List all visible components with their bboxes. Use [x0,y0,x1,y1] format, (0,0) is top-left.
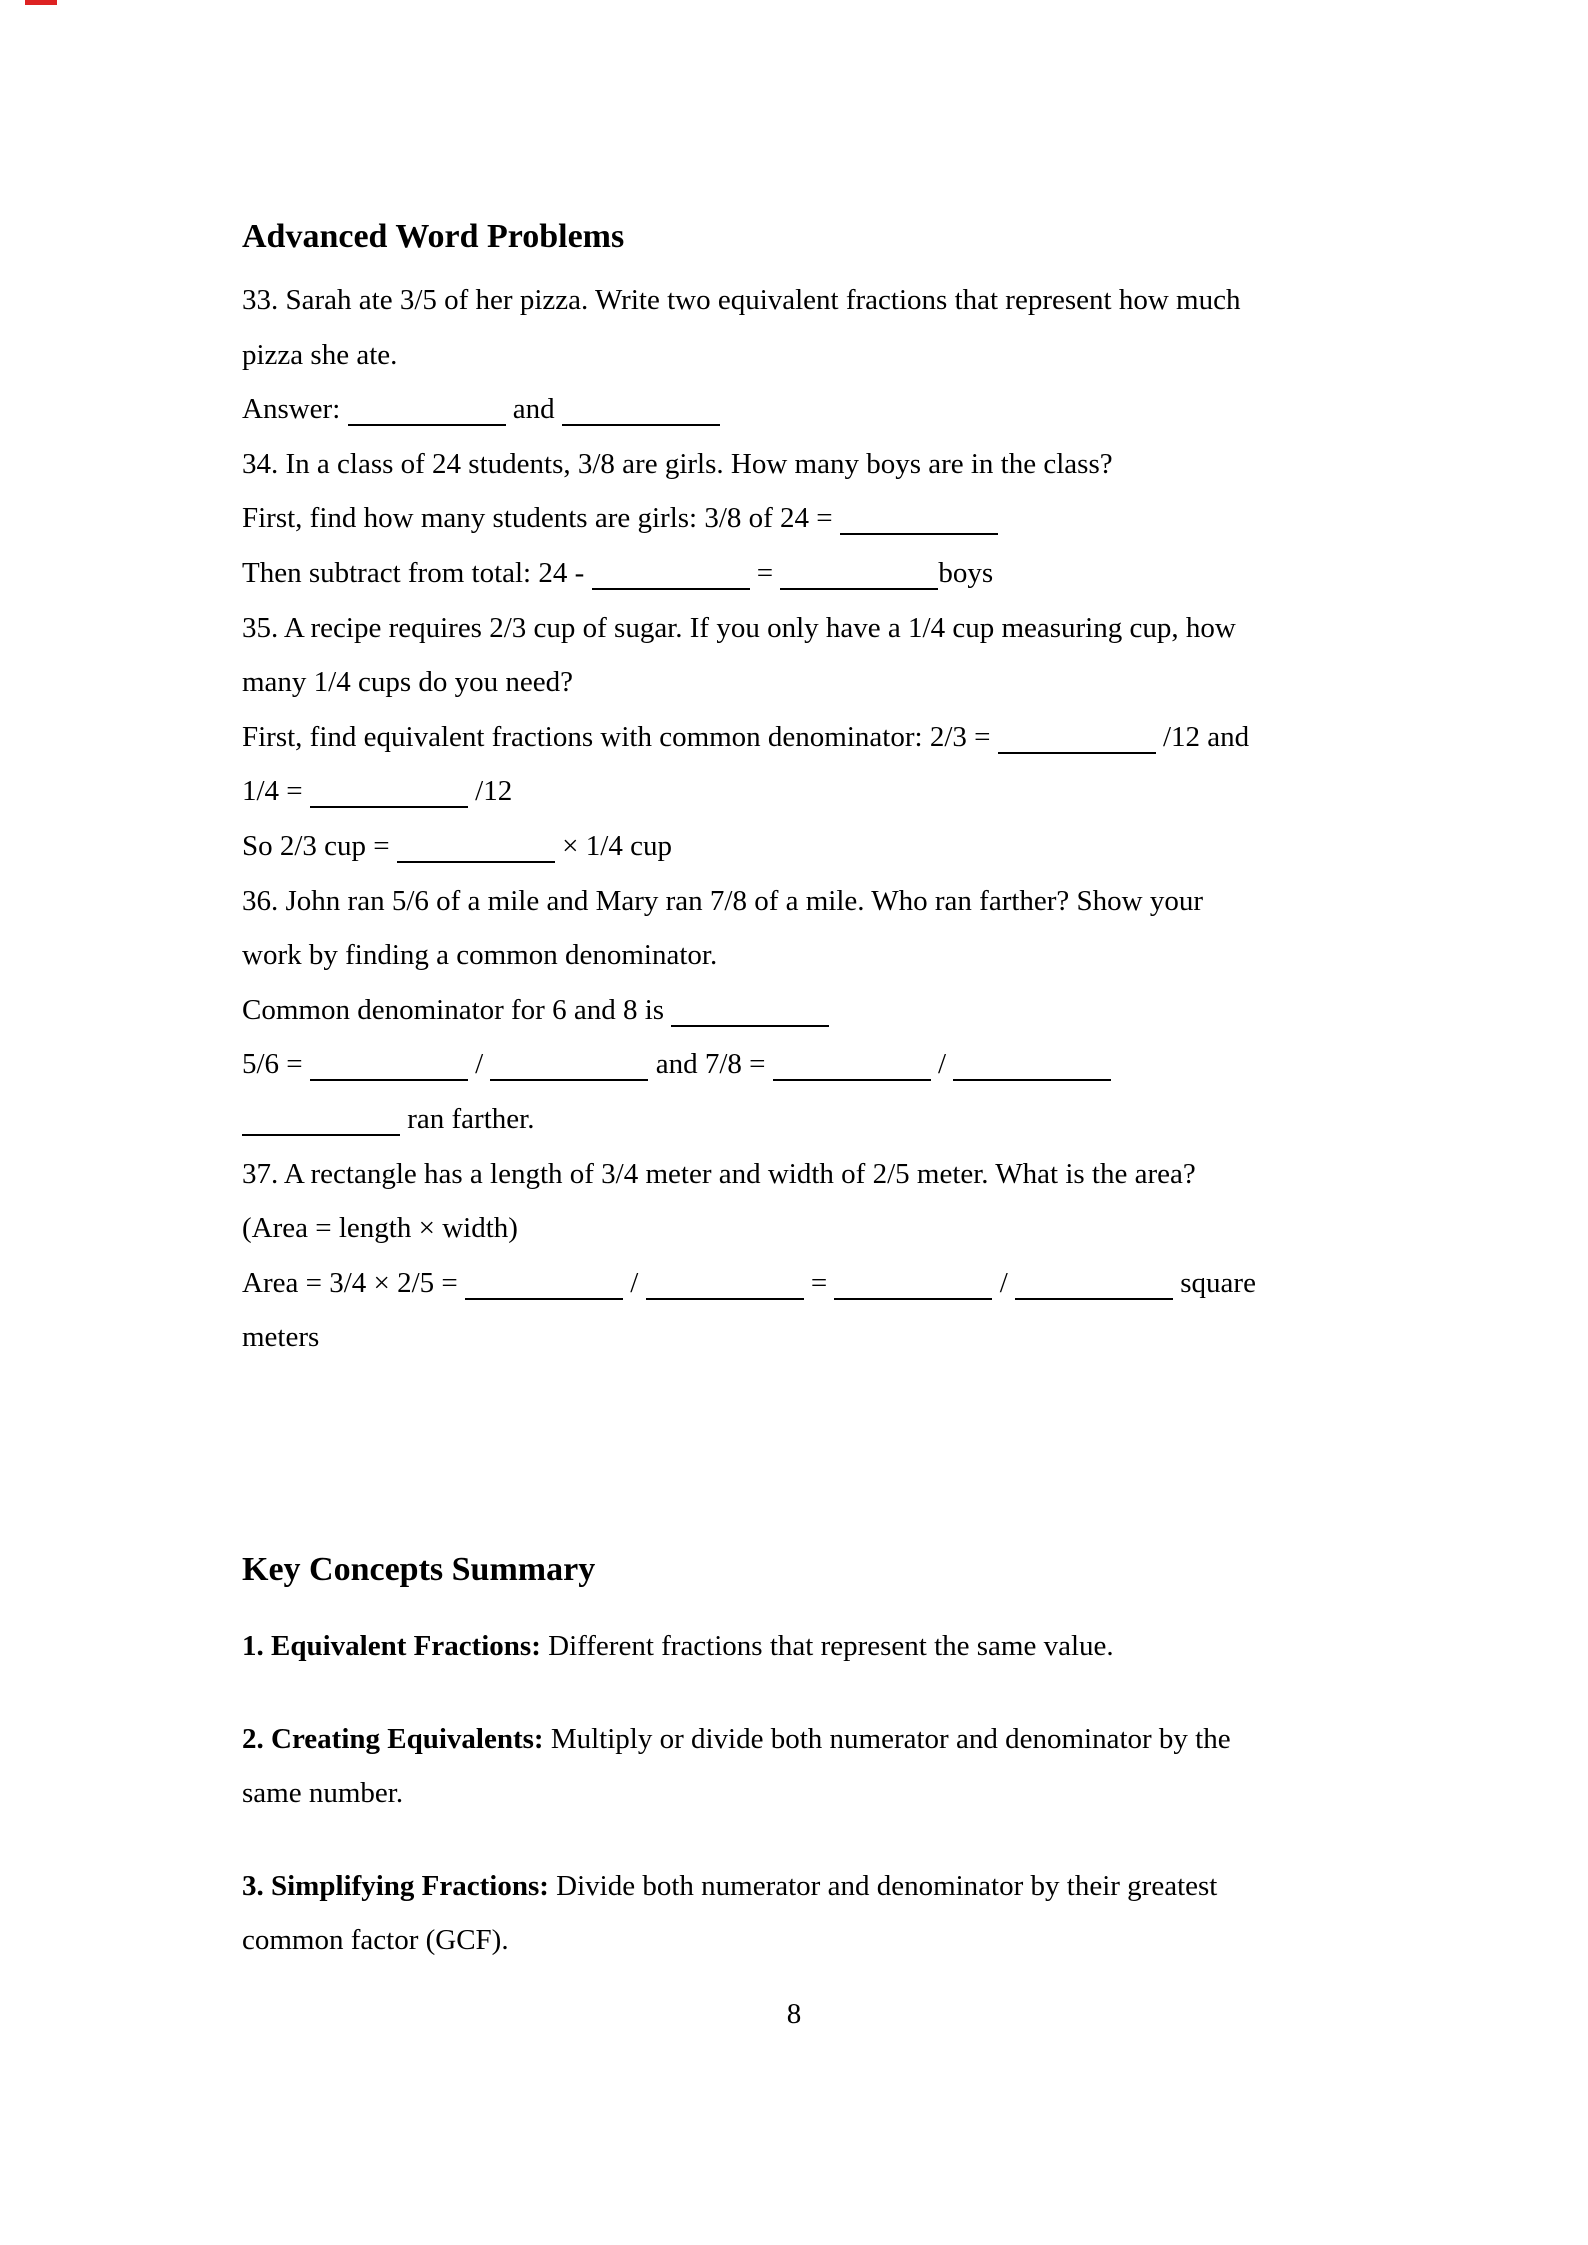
answer-blank [671,1023,829,1027]
text-run: / [992,1266,1016,1299]
text-run: 33. Sarah ate 3/5 of her pizza. Write two equivalent fractions that represent how much [242,284,1241,316]
text-run: and [505,393,562,426]
worksheet-line [242,764,1348,819]
text-run: and 7/8 = [648,1048,773,1081]
text-run: × 1/4 cup [554,829,672,862]
text-run: First, find equivalent fractions with common denominator: 2/3 = [242,720,998,753]
text-run: Divide both numerator and denominator by their greatest [548,1869,1218,1902]
text-run: square [1173,1266,1256,1299]
worksheet-line [242,546,1348,601]
top-edge-artifact [25,0,57,5]
text-run: 34. In a class of 24 students, 3/8 are girls. How many boys are in the class? [242,447,1113,480]
worksheet-line [242,1037,1348,1092]
worksheet-line [242,1619,1348,1674]
text-run: / [623,1266,646,1299]
answer-blank [646,1296,804,1300]
worksheet-line [242,273,1348,328]
text-run: common factor (GCF). [242,1924,509,1957]
text-run: many 1/4 cups do you need? [242,666,574,699]
answer-blank [310,1077,468,1081]
answer-blank [490,1077,648,1081]
answer-blank [242,1132,400,1136]
answer-blank [465,1296,623,1300]
text-run: Multiply or divide both numerator and denominator by the [543,1722,1231,1755]
worksheet-line [242,1201,1348,1256]
answer-blank [1015,1296,1173,1300]
worksheet-line [242,1712,1348,1767]
text-run: Common denominator for 6 and 8 is [242,993,672,1026]
worksheet-line [242,1859,1348,1914]
key-concept-paragraph [242,1712,1348,1821]
text-run: 35. A recipe requires 2/3 cup of sugar. If you only have a 1/4 cup measuring cup, how [242,611,1236,644]
text-run: ran farther. [400,1102,535,1135]
section-heading-advanced-word-problems: Advanced Word Problems [242,217,625,255]
text-run: 1/4 = [242,775,310,808]
worksheet-line [242,1766,1348,1821]
worksheet-line [242,1256,1348,1311]
worksheet-line [242,601,1348,656]
answer-blank [998,750,1156,754]
worksheet-line [242,1310,1348,1365]
bold-text-run: 3. Simplifying Fractions: [242,1869,549,1902]
worksheet-line [242,491,1348,546]
worksheet-line [242,874,1348,929]
key-concepts-paragraphs [242,1619,1348,2006]
worksheet-line [242,819,1348,874]
answer-blank [780,586,938,590]
text-run: 36. John ran 5/6 of a mile and Mary ran 7/8 of a mile. Who ran farther? Show your [242,884,1204,917]
text-run: work by finding a common denominator. [242,939,718,972]
worksheet-line [242,655,1348,710]
text-run: / [467,1048,491,1081]
worksheet-line [242,382,1348,437]
text-run: same number. [242,1777,404,1810]
worksheet-line [242,928,1348,983]
key-concept-paragraph [242,1619,1348,1674]
text-run: First, find how many students are girls: 3/8 of 24 = [242,502,840,535]
answer-blank [310,804,468,808]
worksheet-line [242,328,1348,383]
answer-blank [562,422,720,426]
text-run: /12 and [1155,720,1250,753]
bold-text-run: 2. Creating Equivalents: [242,1722,544,1755]
answer-blank [348,422,506,426]
worksheet-line [242,1092,1348,1147]
text-run: 37. A rectangle has a length of 3/4 meter and width of 2/5 meter. What is the area? [242,1157,1196,1190]
text-run: = [803,1266,835,1299]
text-run: 5/6 = [242,1048,310,1081]
text-run: boys [938,556,994,589]
text-run: (Area = length × width) [242,1212,518,1245]
worksheet-line [242,1147,1348,1202]
answer-blank [834,1296,992,1300]
text-run: meters [242,1321,320,1354]
text-run: pizza she ate. [242,338,398,371]
word-problems-lines [242,273,1348,1365]
answer-blank [953,1077,1111,1081]
worksheet-line [242,437,1348,492]
text-run: /12 [467,775,513,808]
worksheet-line [242,1913,1348,1968]
section-heading-key-concepts-summary: Key Concepts Summary [242,1550,596,1588]
text-run: Then subtract from total: 24 - [242,556,592,589]
bold-text-run: 1. Equivalent Fractions: [242,1630,541,1662]
worksheet-line [242,983,1348,1038]
answer-blank [773,1077,931,1081]
text-run: So 2/3 cup = [242,829,397,862]
answer-blank [592,586,750,590]
text-run: = [749,556,781,589]
text-run: Answer: [242,393,348,426]
answer-blank [397,859,555,863]
worksheet-line [242,710,1348,765]
text-run: Different fractions that represent the same value. [540,1630,1114,1662]
key-concept-paragraph [242,1859,1348,1968]
text-run: Area = 3/4 × 2/5 = [242,1266,466,1299]
page-number: 8 [786,1998,802,2030]
text-run: / [930,1048,954,1081]
answer-blank [840,531,998,535]
